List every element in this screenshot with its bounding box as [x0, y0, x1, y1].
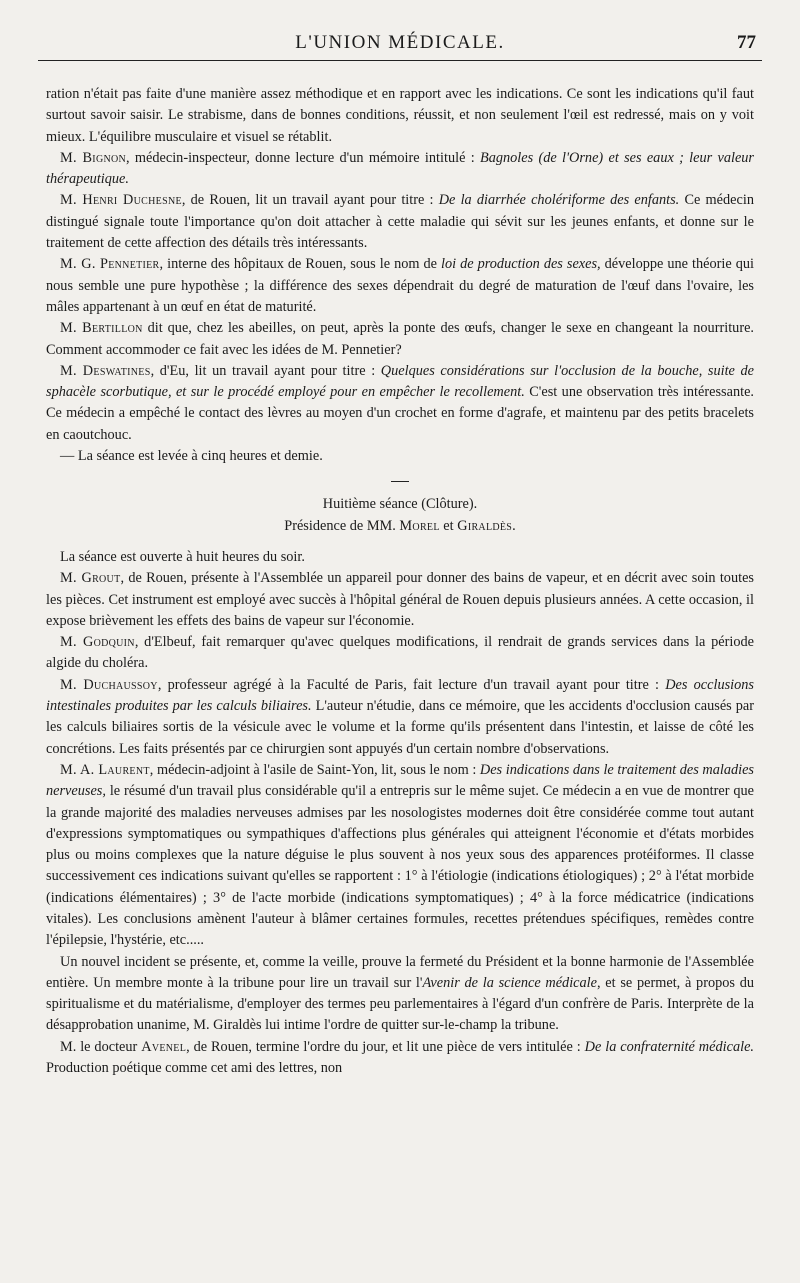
- president-name: Giraldès: [457, 517, 513, 534]
- work-title: loi de production des sexes,: [441, 256, 601, 273]
- president-name: Morel: [399, 517, 440, 534]
- text: , professeur agrégé à la Faculté de Paris, fait lecture d'un travail ayant pour titre :: [157, 676, 666, 693]
- text: L'auteur n'étudie, dans ce mémoire, que les accidents d'occlusion causés par les calculs biliaires sortis de la vésicule avec le volume et la forme qu'ils présentent dans l'intestin, et laisse de côté les concrétions. Les faits présentés par ce chirurgien sont appuyés d'un certain nombre d'observations.: [46, 698, 754, 757]
- running-title: L'UNION MÉDICALE.: [295, 32, 505, 53]
- work-title: De la confraternité médicale.: [584, 1038, 754, 1055]
- text: dit que, chez les abeilles, on peut, après la ponte des œufs, changer le sexe en changeant la nourriture. Comment accommoder ce fait avec les idées de M. Pennetier?: [46, 320, 754, 358]
- speaker-name: M. Bignon: [60, 149, 127, 166]
- paragraph: — La séance est levée à cinq heures et demie.: [60, 448, 323, 465]
- session-title: Huitième séance (Clôture).: [322, 496, 478, 513]
- text: , médecin-inspecteur, donne lecture d'un mémoire intitulé :: [126, 149, 480, 166]
- paragraph: [46, 952, 754, 1037]
- text: le résumé d'un travail plus considérable qu'il a entrepris sur le même sujet. Ce médecin a en vue de montrer que la grande majorité des maladies nerveuses admises par les nosologistes modernes doit être considérée comme tout autant d'expressions symptomatiques ou sympathiques d'affections plus générales qui atteignent l'économie et d'états morbides plus ou moins complexes que la nature déguise le plus souvent à nos yeux sous des apparences protéiformes. Il classe successivement ces indications suivant qu'elles se rapportent : 1° à l'étiologie (indications étiologiques) ; 2° à l'état morbide (indications élémentaires) ; 3° de l'acte morbide (indications symptomatiques) ; 4° à la force médicatrice (indications vitales). Les conclusions amènent l'auteur à blâmer certaines formules, recettes prétendues spécifiques, remèdes contre l'épilepsie, l'hystérie, etc.....: [46, 783, 754, 949]
- spacer: [46, 537, 754, 547]
- paragraph: La séance est ouverte à huit heures du soir.: [60, 548, 305, 565]
- paragraph: [46, 632, 754, 675]
- speaker-name: M. G. Pennetier: [60, 256, 160, 273]
- paragraph: [46, 190, 754, 254]
- text: , de Rouen, termine l'ordre du jour, et lit une pièce de vers intitulée :: [186, 1038, 585, 1055]
- speaker-name: M. Duchaussoy: [60, 676, 158, 693]
- speaker-name: M. Grout: [60, 570, 121, 587]
- speaker-name: Avenel: [141, 1038, 187, 1055]
- text: , de Rouen, lit un travail ayant pour titre :: [181, 192, 439, 209]
- text: Présidence de MM.: [284, 517, 400, 534]
- text: et: [439, 517, 458, 534]
- paragraph: [46, 148, 754, 191]
- text: Ce médecin distingué signale toute l'importance qu'on doit attacher à cette maladie qui sévit sur les jeunes enfants, et donne sur le traitement de cette affection des détails très intéressants.: [46, 192, 754, 252]
- text: développe une théorie qui nous semble une pure hypothèse ; la différence des sexes dépendrait du degré de maturation de l'œuf dans l'ovaire, les mâles appartenant à un œuf en état de maturité.: [46, 256, 754, 315]
- section-divider: [391, 481, 409, 482]
- paragraph: [46, 760, 754, 952]
- speaker-name: M. A. Laurent: [60, 761, 150, 778]
- presidency-line: [46, 516, 754, 537]
- text: Un nouvel incident se présente, et, comme la veille, prouve la fermeté du Président et la bonne harmonie de l'Assemblée entière. Un membre monte à la tribune pour lire un travail sur l': [46, 953, 754, 991]
- text: , interne des hôpitaux de Rouen, sous le nom de: [159, 256, 441, 273]
- work-title: Quelques considérations sur l'occlusion de la bouche, suite de sphacèle scorbutique, et sur le procédé employé pour en empêcher le recollement.: [46, 362, 754, 401]
- speaker-name: M. Godquin: [60, 634, 135, 651]
- paragraph: [46, 568, 754, 632]
- work-title: Des occlusions intestinales produites par les calculs biliaires.: [46, 676, 754, 715]
- text: , de Rouen, présente à l'Assemblée un appareil pour donner des bains de vapeur, et en décrit avec soin toutes les pièces. Cet instrument est employé avec succès à l'hôpital général de Rouen depuis plusieurs années. A cette occasion, il expose brièvement les effets des bains de vapeur sur l'économie.: [46, 570, 754, 629]
- text: , d'Eu, lit un travail ayant pour titre :: [150, 362, 381, 379]
- text: M. le docteur: [60, 1038, 142, 1055]
- work-title: Bagnoles (de l'Orne) et ses eaux ; leur valeur thérapeutique.: [46, 149, 755, 188]
- speaker-name: M. Henri Duchesne: [60, 192, 182, 209]
- work-title: De la diarrhée cholériforme des enfants.: [438, 192, 680, 209]
- work-title: Avenir de la science médicale: [422, 974, 597, 991]
- text: .: [512, 517, 516, 534]
- text: , médecin-adjoint à l'asile de Saint-Yon, lit, sous le nom :: [149, 761, 480, 778]
- paragraph: [46, 1037, 754, 1080]
- paragraph: [46, 254, 754, 318]
- article-body: [46, 84, 754, 1079]
- paragraph: [46, 361, 754, 446]
- paragraph: ration n'était pas faite d'une manière assez méthodique et en rapport avec les indications. Ce sont les indications qu'il faut surtout savoir saisir. Le strabisme, dans de bonnes conditions, réussit, et non seulement l'œil est redressé, mais on y voit mieux. L'équilibre musculaire et visuel se rétablit.: [46, 86, 754, 145]
- text: , d'Elbeuf, fait remarquer qu'avec quelques modifications, il rendrait de grands services dans la période algide du choléra.: [46, 634, 754, 672]
- speaker-name: M. Bertillon: [60, 320, 143, 337]
- work-title: Des indications dans le traitement des maladies nerveuses,: [46, 761, 754, 800]
- text: C'est une observation très intéressante. Ce médecin a empêché le contact des lèvres au moyen d'un crochet en forme d'agrafe, et maintenu par des petits bracelets en caoutchouc.: [46, 384, 755, 443]
- paragraph: [46, 318, 754, 361]
- page-number: 77: [737, 32, 756, 53]
- text: Production poétique comme cet ami des lettres, non: [46, 1060, 343, 1077]
- page-header: [38, 26, 762, 61]
- text: , et se permet, à propos du spiritualisme et du matérialisme, d'employer des termes peu parlementaires à l'égard d'un confrère de Paris. Interprète de la désapprobation unanime, M. Giraldès lui intime l'ordre de quitter sur-le-champ la tribune.: [46, 974, 754, 1034]
- speaker-name: M. Deswatines: [60, 362, 151, 379]
- paragraph: [46, 675, 754, 760]
